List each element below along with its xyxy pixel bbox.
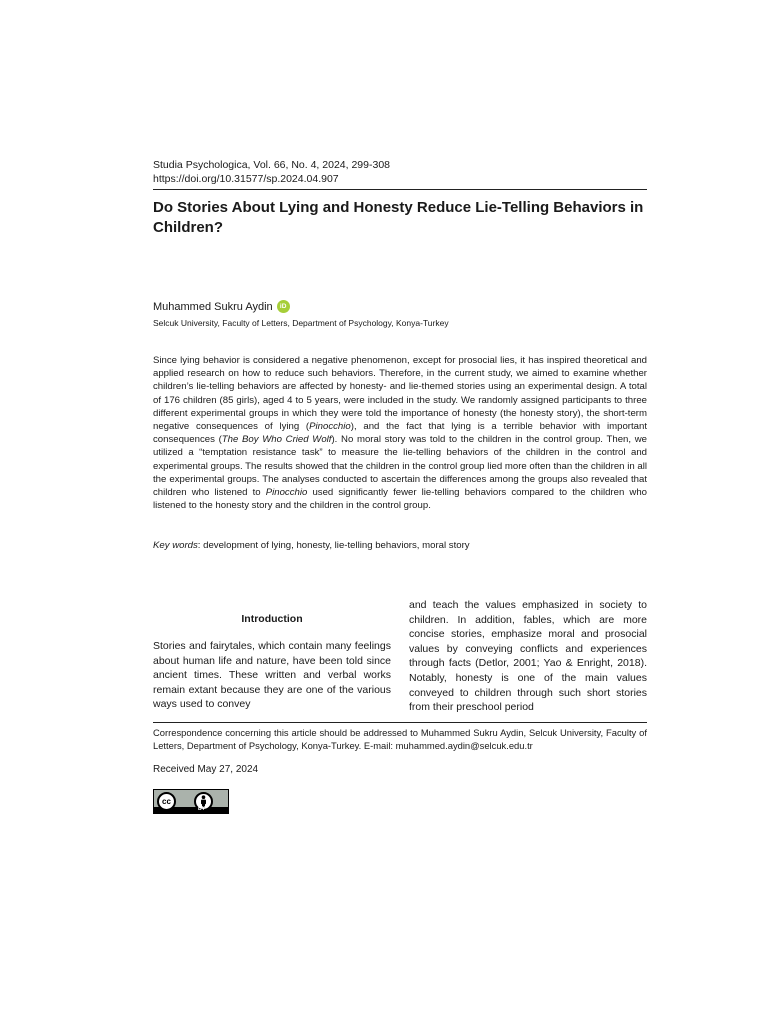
- received-date: Received May 27, 2024: [153, 764, 259, 775]
- journal-citation: Studia Psychologica, Vol. 66, No. 4, 2024, 299-308: [153, 159, 390, 171]
- abstract-title-pinocchio: Pinocchio: [309, 421, 351, 433]
- author-line: [153, 300, 290, 313]
- left-column: [153, 598, 391, 712]
- abstract-text: Since lying behavior is considered a negative phenomenon, except for prosocial lies, it has inspired theoretical and applied research on how to reduce such behaviors. Therefore, in the current study, we aimed to examine whether children’s lie-telling behaviors are affected by honesty- and lie-themed stories using an experimental design. A total of 176 children (85 girls), aged 4 to 5 years, were included in the study. We randomly assigned participants to three different experimental groups in which they were told the importance of honesty (the honesty story), the short-term negative consequences of lying (: [153, 355, 647, 433]
- abstract: [153, 354, 647, 512]
- abstract-text: ). No moral story was told to the children in the control group. Then, we utilized a “temptation resistance task” to measure the lie-telling behaviors of the children in the control and experimental groups. The results showed that the children in the control group lied more often than the children in all the experimental groups. The analyses conducted to ascertain the differences among the groups also revealed that children who listened to: [153, 434, 647, 499]
- cc-by-license-badge[interactable]: [153, 789, 229, 814]
- header-rule: [153, 189, 647, 190]
- author-affiliation: Selcuk University, Faculty of Letters, Department of Psychology, Konya-Turkey: [153, 318, 449, 328]
- abstract-text: used significantly fewer lie-telling behaviors compared to the children who listened to the honesty story and the children in the control group.: [153, 487, 647, 512]
- correspondence-footnote: Correspondence concerning this article should be addressed to Muhammed Sukru Aydin, Selcuk University, Faculty of Letters, Department of Psychology, Konya-Turkey. E-mail: muhammed.aydin@selcuk.edu.tr: [153, 727, 647, 751]
- article-title: Do Stories About Lying and Honesty Reduce Lie-Telling Behaviors in Children?: [153, 199, 644, 236]
- keywords: [153, 540, 470, 551]
- keywords-label: Key words: [153, 540, 198, 551]
- right-column: [409, 598, 647, 715]
- by-label: BY: [198, 806, 205, 812]
- body-paragraph: Stories and fairytales, which contain many feelings about human life and nature, have been told since ancient times. These written and verbal works remain extant because they are one of the various ways used to convey: [153, 640, 391, 711]
- journal-header: [153, 158, 390, 186]
- abstract-title-pinocchio: Pinocchio: [265, 487, 308, 499]
- author-name: Muhammed Sukru Aydin: [153, 300, 273, 313]
- section-heading: Introduction: [241, 613, 303, 625]
- cc-icon: cc: [157, 792, 176, 811]
- body-paragraph: and teach the values emphasized in society to children. In addition, fables, which are more concise stories, emphasize moral and prosocial values by conveying conflicts and experiences through facts (Detlor, 2001; Yao & Enright, 2018). Notably, honesty is one of the main values conveyed to children through such short stories from their preschool period: [409, 599, 647, 714]
- keywords-list: : development of lying, honesty, lie-telling behaviors, moral story: [197, 540, 470, 551]
- doi-link[interactable]: https://doi.org/10.31577/sp.2024.04.907: [153, 173, 339, 185]
- abstract-text: ), and the fact that lying is a terrible behavior with important consequences (: [153, 421, 647, 446]
- orcid-icon[interactable]: iD: [277, 300, 290, 313]
- footnote-rule: [153, 722, 647, 723]
- abstract-title-wolf: The Boy Who Cried Wolf: [221, 434, 332, 446]
